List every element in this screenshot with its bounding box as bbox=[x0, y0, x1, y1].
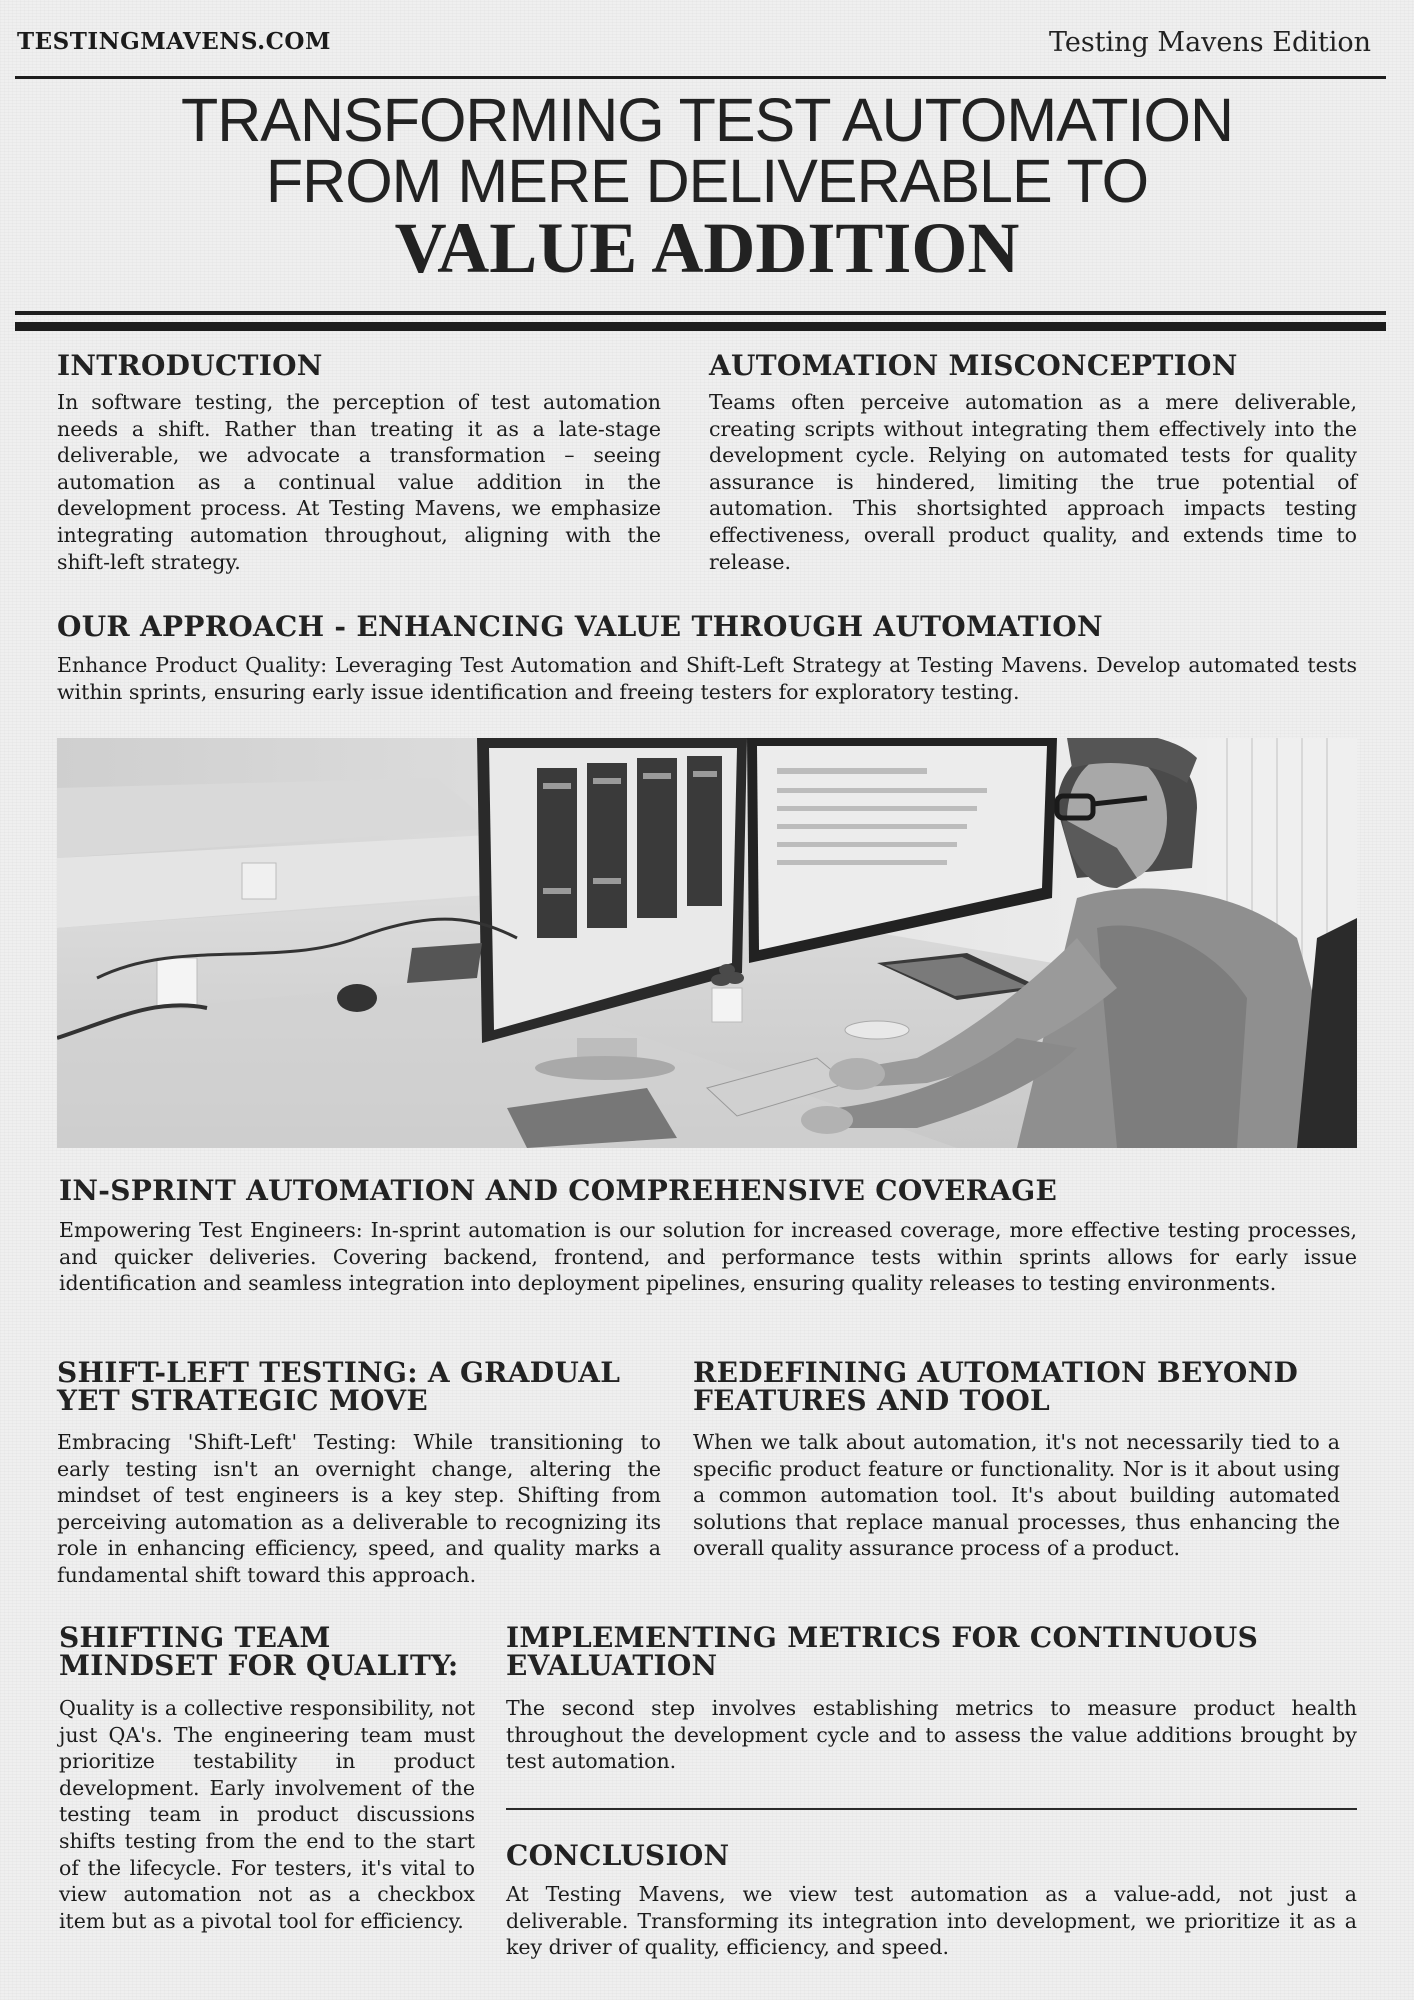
page-title-line-1: TRANSFORMING TEST AUTOMATION bbox=[180, 86, 1233, 154]
in-sprint-body: Empowering Test Engineers: In-sprint automation is our solution for increased coverage, more effective testing processes, and quicker deliveries. Covering backend, frontend, and performance tests within sprints allows for early issue identification and seamless integration into deployment pipelines, ensuring quality releases to testing environments. bbox=[59, 1218, 1357, 1296]
introduction-heading: INTRODUCTION bbox=[57, 349, 323, 382]
redefining-heading-line-2: FEATURES AND TOOL bbox=[693, 1384, 1051, 1417]
shift-left-body: Embracing 'Shift-Left' Testing: While transitioning to early testing isn't an overnight change, altering the mindset of test engineers is a key step. Shifting from perceiving automation as a deliverable to recognizing its role in enhancing efficiency, speed, and quality marks a fundamental shift toward this approach. bbox=[57, 1430, 661, 1587]
shift-left-heading-line-2: YET STRATEGIC MOVE bbox=[57, 1384, 429, 1417]
team-mindset-heading-line-2: MINDSET FOR QUALITY: bbox=[59, 1649, 459, 1682]
title-rule-thick bbox=[15, 322, 1386, 331]
site-name: TESTINGMAVENS.COM bbox=[17, 28, 331, 55]
team-mindset-heading-line-1: SHIFTING TEAM bbox=[59, 1621, 331, 1654]
introduction-body: In software testing, the perception of test automation needs a shift. Rather than treating it as a late-stage deliverable, we advocate a transformation – seeing automation as a continual value addition in the development process. At Testing Mavens, we emphasize integrating automation throughout, aligning with the shift-left strategy. bbox=[57, 390, 661, 574]
title-rule-thin bbox=[15, 311, 1386, 315]
redefining-body: When we talk about automation, it's not necessarily tied to a specific product feature or functionality. Nor is it about using a common automation tool. It's about building automated solutions that replace manual processes, thus enhancing the overall quality assurance process of a product. bbox=[693, 1430, 1340, 1561]
office-photo bbox=[57, 738, 1357, 1148]
misconception-body: Teams often perceive automation as a mere deliverable, creating scripts without integrating them effectively into the development cycle. Relying on automated tests for quality assurance is hindered, limiting the true potential of automation. This shortsighted approach impacts testing effectiveness, overall product quality, and extends time to release. bbox=[709, 390, 1357, 574]
metrics-body: The second step involves establishing metrics to measure product health throughout the development cycle and to assess the value additions brought by test automation. bbox=[506, 1696, 1357, 1774]
top-rule bbox=[15, 76, 1386, 79]
page-title-line-2: FROM MERE DELIVERABLE TO bbox=[265, 147, 1149, 215]
in-sprint-heading: IN-SPRINT AUTOMATION AND COMPREHENSIVE COVERAGE bbox=[59, 1174, 1058, 1207]
approach-heading: OUR APPROACH - ENHANCING VALUE THROUGH AUTOMATION bbox=[57, 610, 1103, 643]
redefining-heading-line-1: REDEFINING AUTOMATION BEYOND bbox=[693, 1356, 1299, 1389]
metrics-heading-line-1: IMPLEMENTING METRICS FOR CONTINUOUS bbox=[506, 1621, 1259, 1654]
office-photo-illustration bbox=[57, 738, 1357, 1148]
misconception-heading: AUTOMATION MISCONCEPTION bbox=[709, 349, 1238, 382]
metrics-heading-line-2: EVALUATION bbox=[506, 1649, 718, 1682]
edition-label: Testing Mavens Edition bbox=[1048, 27, 1371, 58]
shift-left-heading-line-1: SHIFT-LEFT TESTING: A GRADUAL bbox=[57, 1356, 621, 1389]
team-mindset-body: Quality is a collective responsibility, not just QA's. The engineering team must prioritize testability in product development. Early involvement of the testing team in product discussions shifts testing from the end to the start of the lifecycle. For testers, it's vital to view automation not as a checkbox item but as a pivotal tool for efficiency. bbox=[59, 1696, 475, 1933]
metrics-divider bbox=[506, 1808, 1357, 1810]
conclusion-body: At Testing Mavens, we view test automation as a value-add, not just a deliverable. Transforming its integration into development, we prioritize it as a key driver of quality, efficiency, and speed. bbox=[506, 1882, 1357, 1960]
page-title-line-3: VALUE ADDITION bbox=[394, 208, 1020, 288]
approach-body: Enhance Product Quality: Leveraging Test Automation and Shift-Left Strategy at Testing Mavens. Develop automated tests within sprints, ensuring early issue identification and freeing testers for exploratory testing. bbox=[57, 653, 1357, 704]
conclusion-heading: CONCLUSION bbox=[506, 1839, 730, 1872]
